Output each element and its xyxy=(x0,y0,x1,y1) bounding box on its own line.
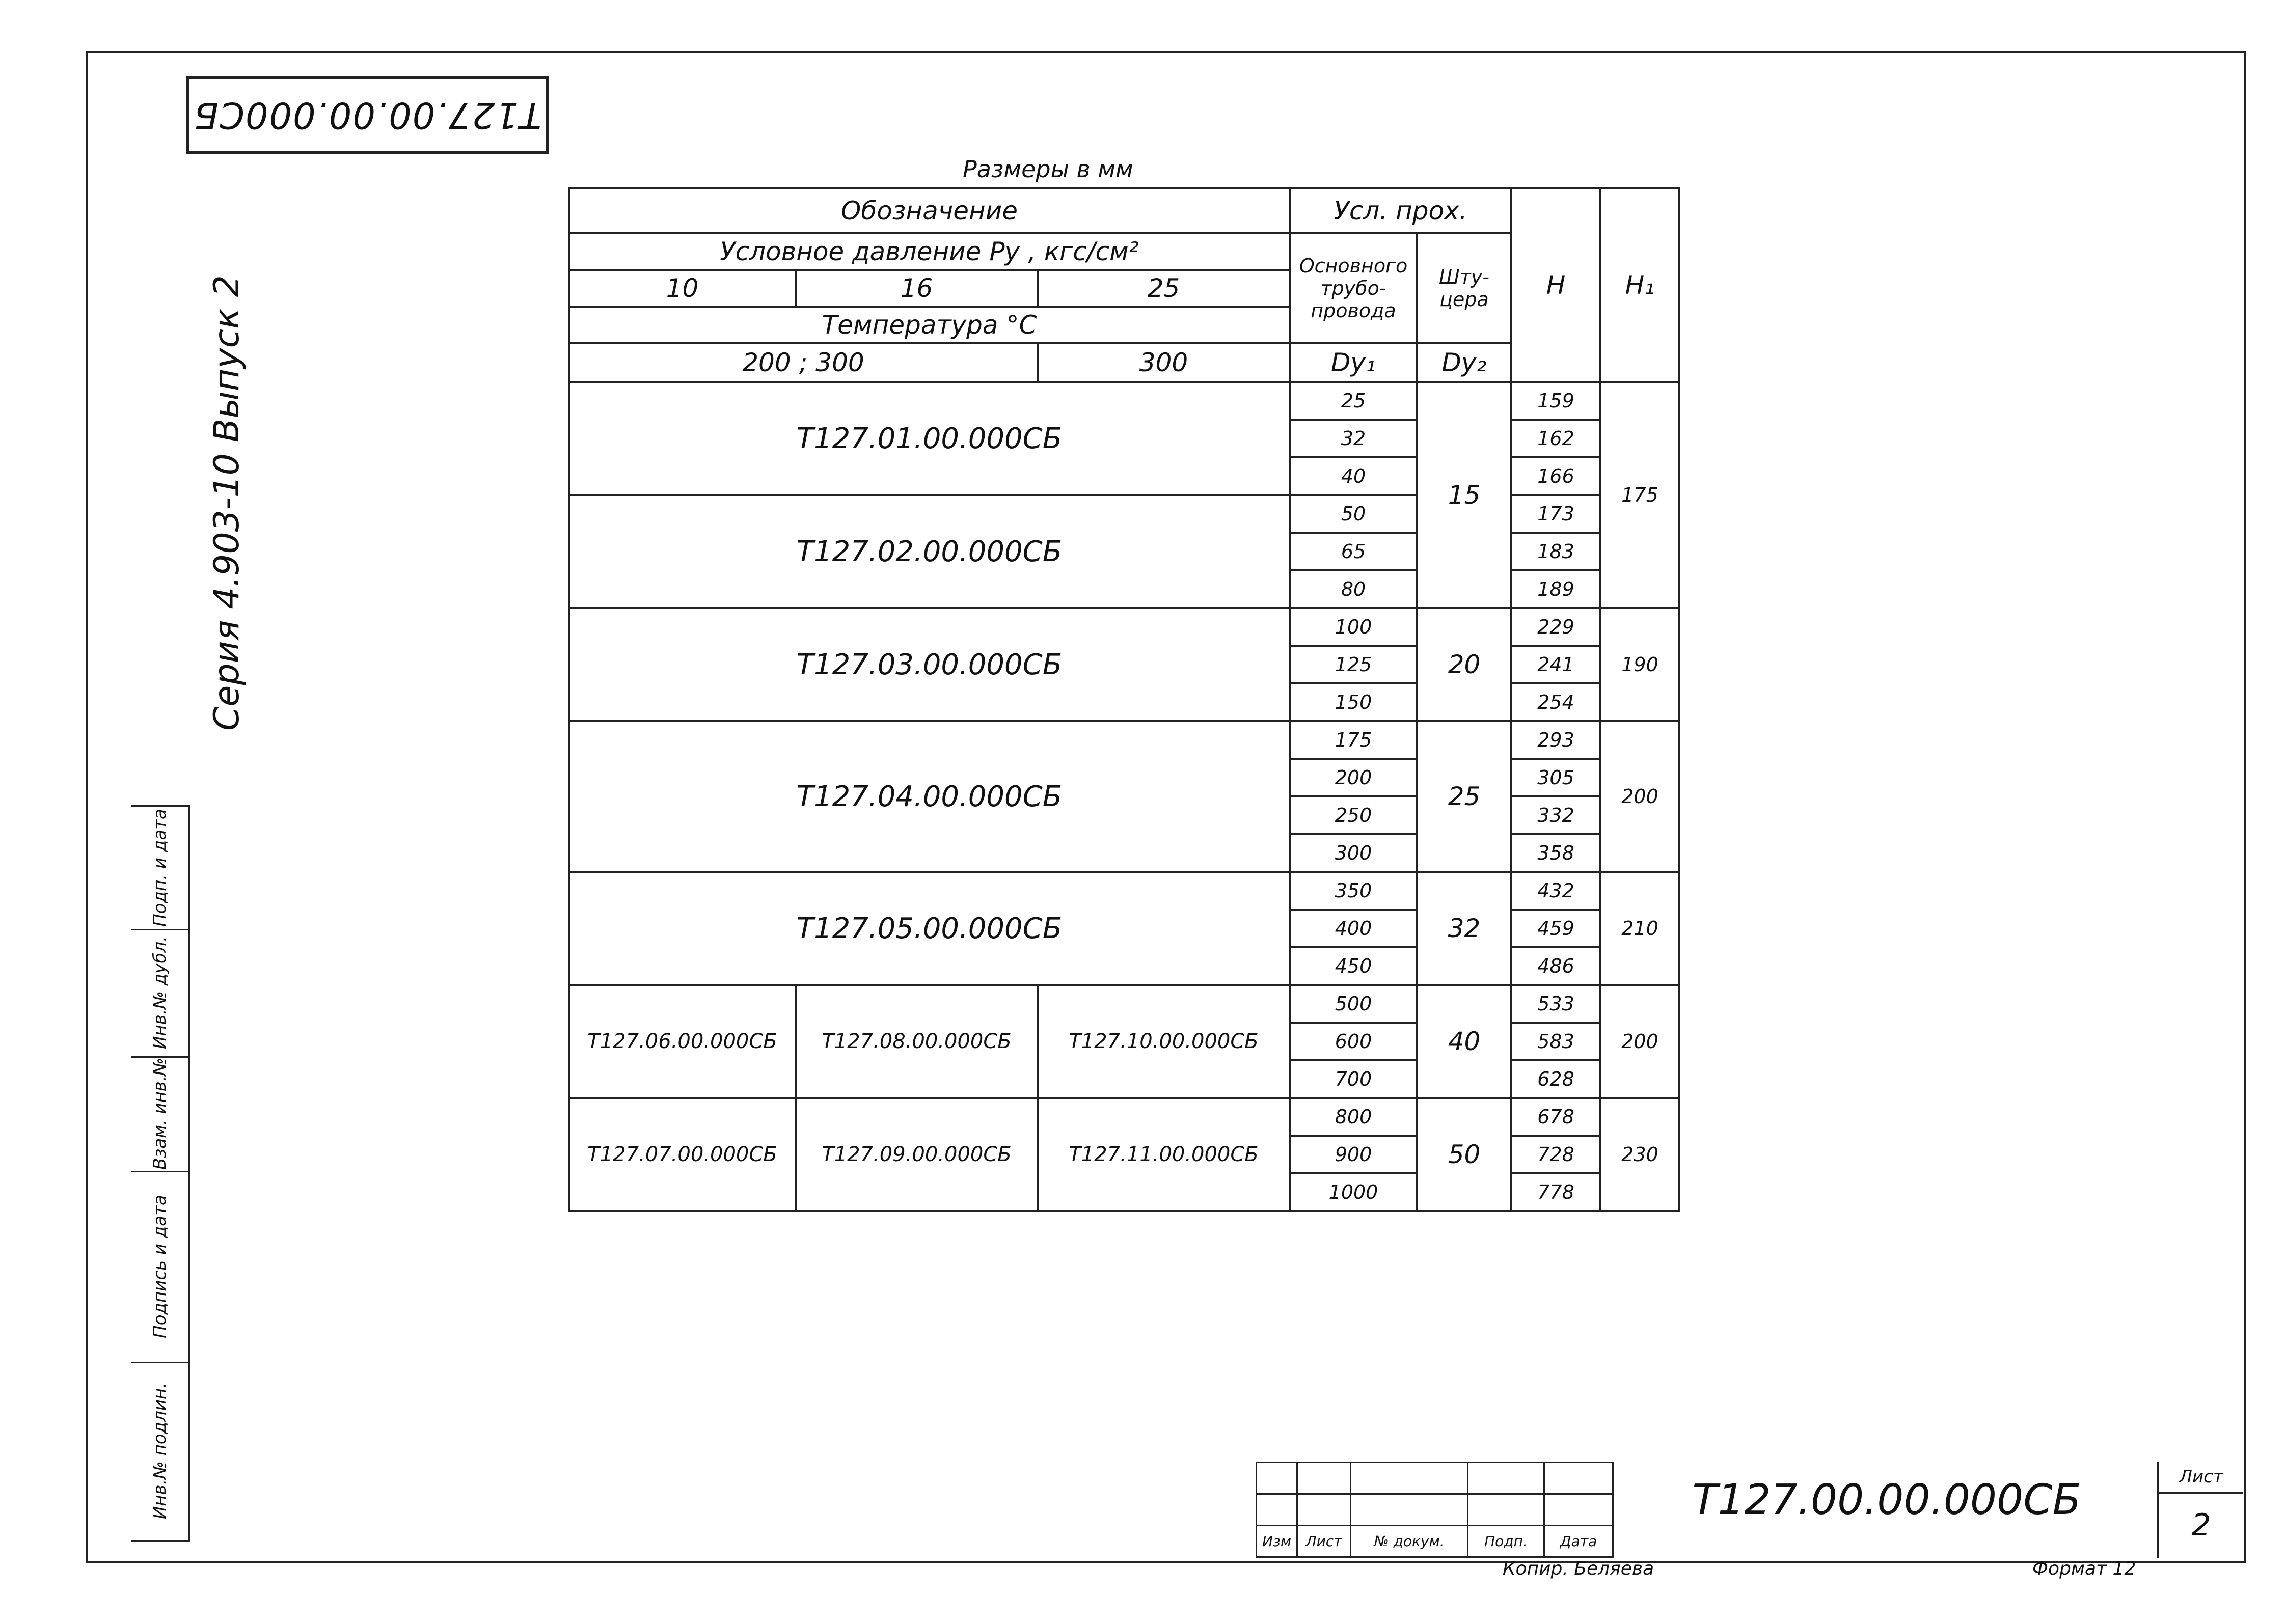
h1-cell: 200 xyxy=(1600,721,1679,872)
dy1-cell: 250 xyxy=(1290,796,1417,834)
designation-cell: Т127.01.00.000СБ xyxy=(569,382,1290,495)
dy2-cell: 40 xyxy=(1417,985,1511,1098)
dy2-cell: 50 xyxy=(1417,1098,1511,1211)
header-designation: Обозначение xyxy=(569,188,1290,233)
col-doc-no: № докум. xyxy=(1351,1526,1468,1557)
dy1-cell: 900 xyxy=(1290,1136,1417,1173)
h-cell: 778 xyxy=(1511,1173,1600,1211)
header-temperature: Температура °С xyxy=(569,307,1290,343)
header-h: Н xyxy=(1511,188,1600,382)
title-block xyxy=(1256,1462,2241,1558)
dimensions-table xyxy=(568,187,1680,1212)
temperature-300: 300 xyxy=(1038,343,1290,382)
h1-cell: 175 xyxy=(1600,382,1679,608)
dimensions-table-body xyxy=(569,188,1679,1211)
side-signature-strip xyxy=(131,805,190,1542)
h1-cell: 230 xyxy=(1600,1098,1679,1211)
header-dy1: Dy₁ xyxy=(1290,343,1417,382)
dy2-cell: 15 xyxy=(1417,382,1511,608)
h-cell: 728 xyxy=(1511,1136,1600,1173)
dy1-cell: 25 xyxy=(1290,382,1417,420)
top-code-text: Т127.00.00.000СБ xyxy=(193,94,541,136)
dy2-cell: 32 xyxy=(1417,872,1511,985)
header-pressure: Условное давление Ру , кгс/см² xyxy=(569,233,1290,270)
col-date: Дата xyxy=(1544,1526,1613,1557)
h-cell: 254 xyxy=(1511,683,1600,721)
col-sign: Подп. xyxy=(1468,1526,1544,1557)
h-cell: 189 xyxy=(1511,570,1600,608)
table-row xyxy=(569,608,1679,646)
h-cell: 229 xyxy=(1511,608,1600,646)
dy1-cell: 200 xyxy=(1290,759,1417,796)
sizes-note: Размеры в мм xyxy=(963,155,1133,183)
table-row xyxy=(569,985,1679,1023)
h-cell: 358 xyxy=(1511,834,1600,872)
h-cell: 162 xyxy=(1511,420,1600,457)
paper-format: Формат 12 xyxy=(2032,1558,2136,1579)
table-row xyxy=(569,382,1679,420)
h1-cell: 200 xyxy=(1600,985,1679,1098)
dy1-cell: 500 xyxy=(1290,985,1417,1023)
h-cell: 628 xyxy=(1511,1060,1600,1098)
side-cell-sign-date: Подп. и дата xyxy=(131,807,188,930)
h-cell: 166 xyxy=(1511,457,1600,495)
dy1-cell: 65 xyxy=(1290,533,1417,570)
dy1-cell: 1000 xyxy=(1290,1173,1417,1211)
side-cell-original-no: Инв.№ подлин. xyxy=(150,1382,170,1520)
document-code: Т127.00.00.000СБ xyxy=(1612,1469,2159,1530)
pressure-16: 16 xyxy=(796,270,1038,307)
designation-cell: Т127.08.00.000СБ xyxy=(796,985,1038,1098)
designation-cell: Т127.09.00.000СБ xyxy=(796,1098,1038,1211)
temperature-200-300: 200 ; 300 xyxy=(569,343,1038,382)
h-cell: 432 xyxy=(1511,872,1600,910)
series-label: Серия 4.903-10 Выпуск 2 xyxy=(206,275,247,731)
h-cell: 533 xyxy=(1511,985,1600,1023)
dy1-cell: 50 xyxy=(1290,495,1417,533)
h-cell: 459 xyxy=(1511,910,1600,947)
h-cell: 241 xyxy=(1511,646,1600,683)
pressure-25: 25 xyxy=(1038,270,1290,307)
h-cell: 305 xyxy=(1511,759,1600,796)
side-cell-duplicate-inv: Инв.№ дубл. xyxy=(131,929,188,1058)
designation-cell: Т127.10.00.000СБ xyxy=(1038,985,1290,1098)
pressure-10: 10 xyxy=(569,270,796,307)
dy1-cell: 300 xyxy=(1290,834,1417,872)
h-cell: 486 xyxy=(1511,947,1600,985)
dy1-cell: 175 xyxy=(1290,721,1417,759)
h-cell: 183 xyxy=(1511,533,1600,570)
header-h1: Н₁ xyxy=(1600,188,1679,382)
designation-cell: Т127.04.00.000СБ xyxy=(569,721,1290,872)
dy2-cell: 25 xyxy=(1417,721,1511,872)
dy1-cell: 80 xyxy=(1290,570,1417,608)
h-cell: 173 xyxy=(1511,495,1600,533)
designation-cell: Т127.06.00.000СБ xyxy=(569,985,796,1098)
header-main-pipe: Основного трубо- провода xyxy=(1290,233,1417,343)
h1-cell: 190 xyxy=(1600,608,1679,721)
dy1-cell: 32 xyxy=(1290,420,1417,457)
col-sheet: Лист xyxy=(1297,1526,1351,1557)
table-row xyxy=(569,721,1679,759)
dy1-cell: 800 xyxy=(1290,1098,1417,1136)
table-row xyxy=(569,1098,1679,1136)
dy1-cell: 125 xyxy=(1290,646,1417,683)
revision-grid xyxy=(1256,1462,1614,1558)
h-cell: 583 xyxy=(1511,1023,1600,1060)
header-nozzle: Шту- цера xyxy=(1417,233,1511,343)
dy1-cell: 700 xyxy=(1290,1060,1417,1098)
h-cell: 332 xyxy=(1511,796,1600,834)
h1-cell: 210 xyxy=(1600,872,1679,985)
side-cell-signature-date: Подпись и дата xyxy=(131,1171,188,1363)
dy1-cell: 150 xyxy=(1290,683,1417,721)
dy1-cell: 40 xyxy=(1290,457,1417,495)
dy1-cell: 600 xyxy=(1290,1023,1417,1060)
designation-cell: Т127.02.00.000СБ xyxy=(569,495,1290,608)
sheet-label: Лист xyxy=(2159,1462,2243,1494)
table-row xyxy=(569,495,1679,533)
designation-cell: Т127.11.00.000СБ xyxy=(1038,1098,1290,1211)
dy1-cell: 400 xyxy=(1290,910,1417,947)
designation-cell: Т127.07.00.000СБ xyxy=(569,1098,796,1211)
h-cell: 293 xyxy=(1511,721,1600,759)
table-row xyxy=(569,872,1679,910)
dy2-cell: 20 xyxy=(1417,608,1511,721)
dy1-cell: 100 xyxy=(1290,608,1417,646)
copied-by: Копир. Беляева xyxy=(1503,1558,1654,1579)
dy1-cell: 450 xyxy=(1290,947,1417,985)
side-cell-replace-inv: Взам. инв.№ xyxy=(131,1056,188,1172)
designation-cell: Т127.03.00.000СБ xyxy=(569,608,1290,721)
col-change: Изм xyxy=(1257,1526,1297,1557)
h-cell: 678 xyxy=(1511,1098,1600,1136)
designation-cell: Т127.05.00.000СБ xyxy=(569,872,1290,985)
sheet-box xyxy=(2157,1462,2243,1558)
dy1-cell: 350 xyxy=(1290,872,1417,910)
top-code-stamp xyxy=(186,76,549,154)
header-dy2: Dy₂ xyxy=(1417,343,1511,382)
h-cell: 159 xyxy=(1511,382,1600,420)
sheet-number: 2 xyxy=(2191,1507,2211,1543)
header-flow: Усл. прох. xyxy=(1290,188,1511,233)
